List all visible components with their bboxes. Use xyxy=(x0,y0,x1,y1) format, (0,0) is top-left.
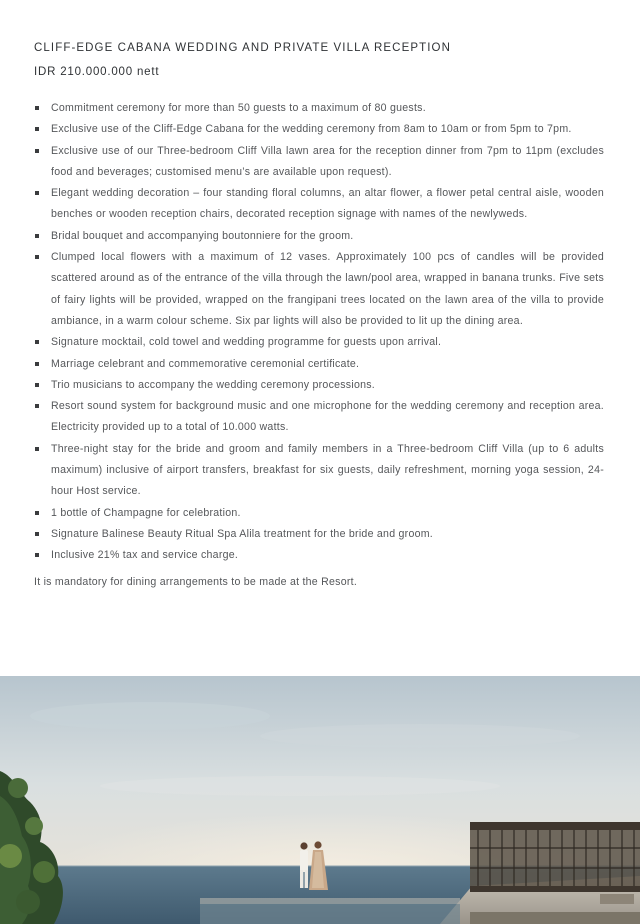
list-item: Signature mocktail, cold towel and wedding programme for guests upon arrival. xyxy=(34,332,604,353)
list-item: Commitment ceremony for more than 50 guests to a maximum of 80 guests. xyxy=(34,98,604,119)
list-item: Exclusive use of our Three-bedroom Cliff Villa lawn area for the reception dinner from 7pm to 11pm (excludes food and beverages; customised menu’s are available upon request). xyxy=(34,141,604,184)
list-item: Clumped local flowers with a maximum of 12 vases. Approximately 100 pcs of candles will be provided scattered around as of the entrance of the villa through the lawn/pool area, wrapped in banana trunks. Five sets of fairy lights will be provided, wrapped on the frangipani trees located on the lawn area of the villa to provide ambiance, in a warm colour scheme. Six par lights will also be provided to lit up the dining area. xyxy=(34,247,604,332)
list-item: Three-night stay for the bride and groom and family members in a Three-bedroom Cliff Villa (up to 6 adults maximum) inclusive of airport transfers, breakfast for six guests, daily refreshment, morning yoga session, 24-hour Host service. xyxy=(34,439,604,503)
cliff-wedding-photo xyxy=(0,676,640,924)
package-title: CLIFF-EDGE CABANA WEDDING AND PRIVATE VILLA RECEPTION xyxy=(34,42,452,54)
package-content xyxy=(34,40,604,593)
dining-note: It is mandatory for dining arrangements to be made at the Resort. xyxy=(34,575,358,588)
list-item: Trio musicians to accompany the wedding ceremony processions. xyxy=(34,375,604,396)
list-item: Bridal bouquet and accompanying boutonniere for the groom. xyxy=(34,226,604,247)
list-item: Elegant wedding decoration – four standing floral columns, an altar flower, a flower petal central aisle, wooden benches or wooden reception chairs, decorated reception signage with names of the newlyweds. xyxy=(34,183,604,226)
list-item: 1 bottle of Champagne for celebration. xyxy=(34,503,604,524)
cabana-structure xyxy=(470,822,640,904)
list-item: Resort sound system for background music and one microphone for the wedding ceremony and reception area. Electricity provided up to a total of 10.000 watts. xyxy=(34,396,604,439)
pool-edge xyxy=(200,898,460,904)
list-item: Signature Balinese Beauty Ritual Spa Alila treatment for the bride and groom. xyxy=(34,524,604,545)
list-item: Inclusive 21% tax and service charge. xyxy=(34,545,604,566)
inclusions-list xyxy=(34,98,604,567)
list-item: Marriage celebrant and commemorative ceremonial certificate. xyxy=(34,354,604,375)
list-item: Exclusive use of the Cliff-Edge Cabana for the wedding ceremony from 8am to 10am or from 5pm to 7pm. xyxy=(34,119,604,140)
package-price: IDR 210.000.000 nett xyxy=(34,66,160,78)
